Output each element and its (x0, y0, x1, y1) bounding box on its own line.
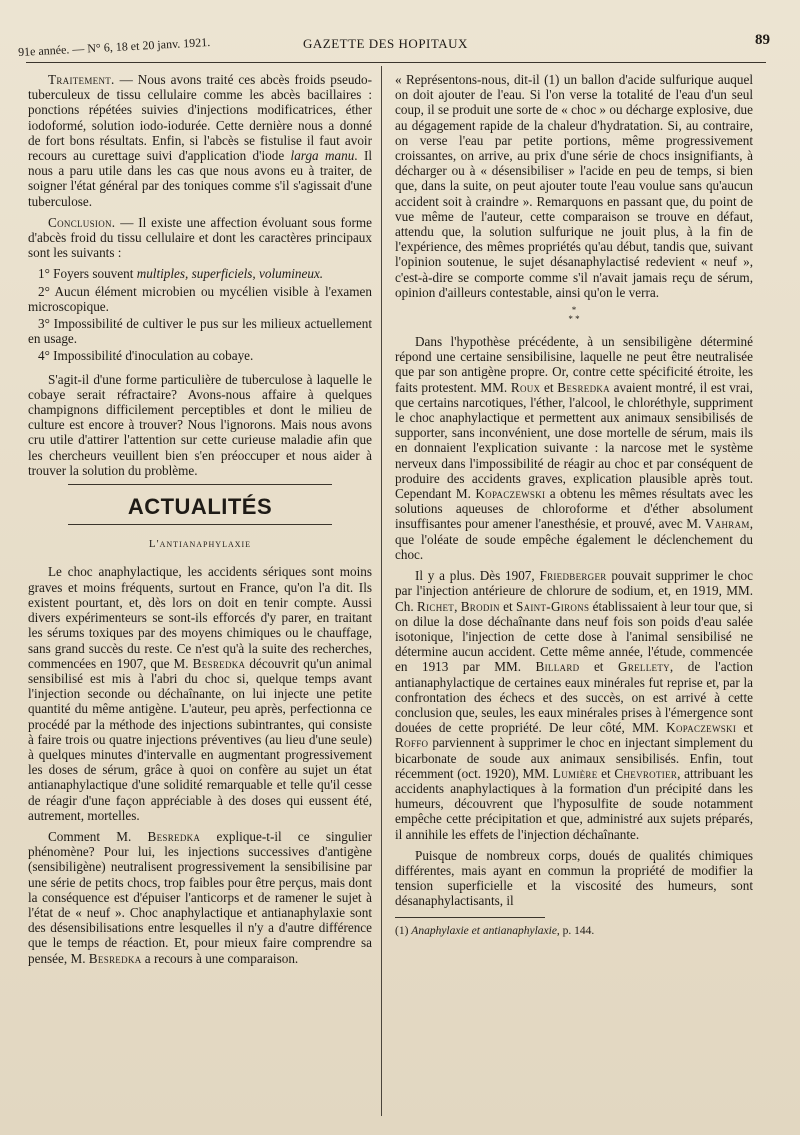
page-number: 89 (755, 32, 770, 48)
conclusion-paragraph: Conclusion. — Il existe une affection évoluant sous forme d'abcès froid du tissu cellulaire et dont les caractères principaux sont les suivants : (28, 214, 372, 261)
question-paragraph: S'agit-il d'une forme particulière de tuberculose à laquelle le cobaye serait réfractaire? Avons-nous affaire à quelques champignons difficilement perceptibles et dont le milieu de culture est encore à trouver? Nous l'ignorons. Mais nous avons cru utile d'attirer l'attention sur cette curieuse maladie afin que les chercheurs veuillent bien s'en préoccuper et nous aider à trouver la solution du problème. (28, 371, 372, 478)
section-separator: * * * (568, 305, 580, 325)
footnote-rule (395, 917, 545, 918)
hypothese-paragraph: Dans l'hypothèse précédente, à un sensibiligène déterminé répond une certaine sensibilisine, laquelle ne peut être neutralisée que par son antigène propre. Or, contre cette spécificité étroite, les faits protestent. MM. Roux et Besredka avaient montré, il est vrai, que certains narcotiques, l'éther, l'alcool, le chloréthyle, suppriment le choc anaphylactique et permettent aux animaux sensibilisés de supporter, sans inconvénient, une dose mortelle de sérum, mais ils en donnaient l'explication suivante : la narcose met le système nerveux dans l'impossibilité de réagir au choc et par conséquent de produire des accidents graves, explication plausible après tout. Cependant M. Kopaczewski a obtenu les mêmes résultats avec les solutions aqueuses de chloroforme et d'éther absolument insuffisantes pour amener l'anesthésie, et prouvé, avec M. Vahram, que l'oléate de soude empêche également le déclenchement du choc. (395, 334, 753, 562)
left-column (28, 72, 372, 972)
list-item: 4° Impossibilité d'inoculation au cobaye. (38, 348, 254, 364)
choc-paragraph: Le choc anaphylactique, les accidents sériques sont moins graves et moins fréquents, surtout en France, qu'on l'a dit. Ils existent pourtant, et, dès lors on doit en tenir compte. Aussi divers expérimenteurs se sont-ils efforcés d'y parer, en traitant les sérums toxiques par des moyens chimiques ou le chauffage, sans grand succès du reste. Ce n'est qu'à la suite des recherches, commencées en 1907, que M. Besredka découvrit qu'un animal sensibilisé est mis à l'abri du choc si, quelque temps avant l'injection seconde ou déchaînante, on lui injecte une petite quantité du même antigène. L'auteur, peu après, perfectionna ce procédé par la méthode des injections subintrantes, qui consiste à faire trois ou quatre injections préventives (au lieu d'une seule) à quelques minutes d'intervalle en augmentant progressivement les doses de sérum, grâce à quoi on confère au sujet un état antianaphylactique d'une solidité remarquable et telle qu'il cesse de réagir d'une façon appréciable à des doses qui eussent été, autrement, mortelles. (28, 564, 372, 823)
article-subheading: L'antianaphylaxie (148, 538, 252, 551)
puisque-paragraph: Puisque de nombreux corps, doués de qualités chimiques différentes, mais ayant en commun la propriété de modifier la tension superficielle et la viscosité des humeurs, sont désanaphylactisants, il (395, 847, 753, 909)
list-item: 1° Foyers souvent multiples, superficiels, volumineux. (38, 266, 324, 282)
issue-info: 91e année. — N° 6, 18 et 20 janv. 1921. (17, 34, 211, 60)
conclusion-heading: Conclusion. (48, 214, 116, 230)
traitement-heading: Traitement. (48, 72, 115, 87)
section-title: ACTUALITÉS (127, 494, 273, 520)
comment-paragraph: Comment M. Besredka explique-t-il ce singulier phénomène? Pour lui, les injections successives d'antigène (sensibiligène) neutralisent progressivement la sensibilisine par une série de petits chocs, trop faibles pour être perçus, mais dont la conséquence est d'épuiser l'anticorps et de ramener le sujet à l'état de « neuf ». Choc anaphylactique et antianaphylaxie sont des désensibilisations entre lesquelles il n'y a d'autre différence que le temps de réaction. Et, pour mieux faire comprendre sa pensée, M. Besredka a recours à une comparaison. (28, 828, 372, 966)
page-header (17, 26, 770, 60)
list-item: 3° Impossibilité de cultiver le pus sur les milieux actuellement en usage. (28, 316, 372, 347)
section-rule (68, 484, 332, 485)
column-divider (381, 66, 382, 1116)
right-column (395, 72, 753, 939)
journal-title: GAZETTE DES HOPITAUX (303, 36, 468, 51)
traitement-paragraph: Traitement. — Nous avons traité ces abcès froids pseudo-tuberculeux de tissu cellulaire comme les abcès bacillaires : ponctions répétées suivies d'injections modificatrices, éther iodoformé, solution iodo-iodurée. Cette dernière nous a donné de fort bons résultats. Enfin, si l'abcès se fistulise il faut avoir recours au curettage suivi d'application d'iode larga manu. Il nous a paru utile dans les cas que nous avons eu à traiter, de soigner l'état général par des toniques comme s'il s'agissait d'une tuberculose. (28, 72, 372, 209)
list-item: 2° Aucun élément microbien ou mycélien visible à l'examen microscopique. (28, 283, 372, 314)
header-rule (26, 62, 766, 63)
ballon-paragraph: « Représentons-nous, dit-il (1) un ballon d'acide sulfurique auquel on doit ajouter de l'eau. Si l'on verse la totalité de l'eau d'un seul coup, il se produit une sorte de « choc » ou décharge explosive, due au dégagement rapide de la chaleur d'hydratation. Si, au contraire, on verse l'eau par petite portions, même progressivement croissantes, on arrive, au prix d'une série de chocs insignifiants, à décharger ou à « désensibiliser » l'acide en peu de temps, si bien que, dans la suite, on peut ajouter toute l'eau voulue sans qu'aucun accident soit à craindre ». Remarquons en passant que, du point de vue même de l'auteur, cette comparaison se trouve en défaut, attendu que, la solution sulfurique ne jouit plus, à la fin de l'expérience, des mêmes propriétés qu'au début, tandis que, suivant l'opinion soutenue, le sujet désanaphylactisé redevient « neuf », c'est-à-dire se comporte comme s'il n'avait jamais reçu de sérum, opinion d'ailleurs contestable, ainsi qu'on le verra. (395, 72, 753, 300)
section-rule (68, 524, 332, 525)
plus-paragraph: Il y a plus. Dès 1907, Friedberger pouvait supprimer le choc par l'injection antérieure de chlorure de sodium, et, en 1919, MM. Ch. Richet, Brodin et Saint-Girons établissaient à leur tour que, si on dilue la dose déchaînante dans neuf fois son poids d'eau salée isotonique, l'injection de cette dose à l'animal sensibilisé ne détermine aucun accident. Cette même année, l'étude, commencée en 1913 par MM. Billard et Grellety, de l'action antianaphylactique de certaines eaux minérales fut reprise et, par la confrontation des échecs et des succès, on est arrivé à cette conclusion que, seules, les eaux minérales prises à l'émergence sont douées de cette propriété. De leur côté, MM. Kopaczewski et Roffo parviennent à supprimer le choc en injectant simplement du bicarbonate de soude aux animaux sensibilisés. Enfin, tout récemment (oct. 1920), MM. Lumière et Chevrotier, attribuant les accidents anaphylactiques à la formation d'un précipité dans les humeurs, découvrent que l'hyposulfite de soude notamment empêche cette précipitation et que, administré aux sujets préparés, il annihile les effets de l'injection déchaînante. (395, 568, 754, 842)
footnote: (1) Anaphylaxie et antianaphylaxie, p. 144. (395, 924, 595, 937)
